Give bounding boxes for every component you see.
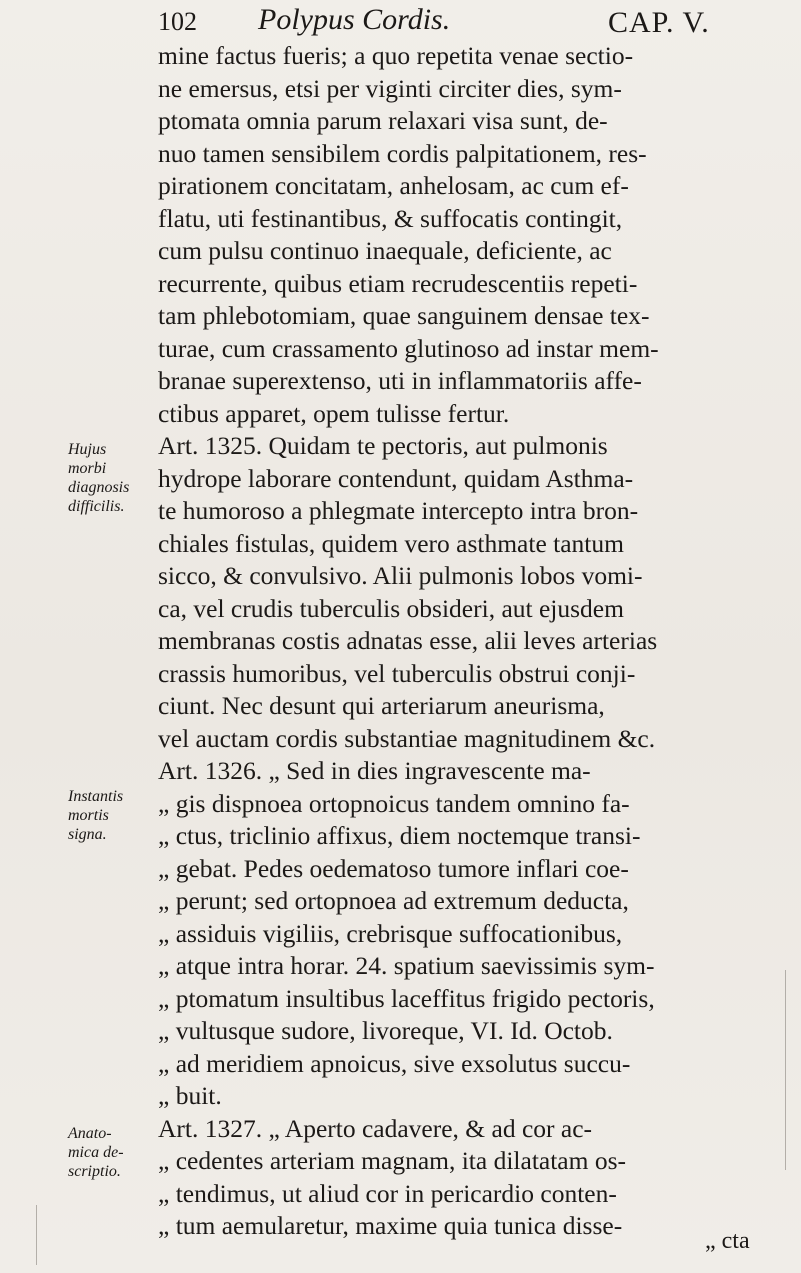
- margin-note-line: signa.: [68, 826, 107, 843]
- page-header: [158, 3, 798, 45]
- text-line: tam phlebotomiam, quae sanguinem densae tex-: [158, 301, 650, 330]
- text-line: sicco, & convulsivo. Alii pulmonis lobos vomi-: [158, 561, 643, 590]
- text-line: branae superextenso, uti in inflammatoriis affe-: [158, 366, 642, 395]
- text-line: cum pulsu continuo inaequale, deficiente, ac: [158, 236, 612, 265]
- chapter-label: CAP. V.: [608, 6, 710, 39]
- text-line: mine factus fueris; a quo repetita venae sectio-: [158, 41, 634, 70]
- text-line: crassis humoribus, vel tuberculis obstrui conji-: [158, 658, 636, 688]
- main-text: [158, 40, 778, 1243]
- page-edge-mark: [36, 1205, 37, 1265]
- text-line: „ vultusque sudore, livoreque, VI. Id. Octob.: [158, 1016, 613, 1045]
- text-line: „ perunt; sed ortopnoea ad extremum deducta,: [158, 886, 629, 915]
- text-line: „ tendimus, ut aliud cor in pericardio conten-: [158, 1178, 617, 1208]
- margin-note-line: Instantis: [68, 788, 124, 805]
- page-edge-mark: [785, 970, 786, 1170]
- text-line: „ buit.: [158, 1081, 222, 1110]
- text-line: nuo tamen sensibilem cordis palpitationem, res-: [158, 138, 647, 168]
- text-line: ctibus apparet, opem tulisse fertur.: [158, 398, 510, 428]
- text-line: „ gebat. Pedes oedematoso tumore inflari coe-: [158, 853, 629, 883]
- text-line: „ cedentes arteriam magnam, ita dilatatam os-: [158, 1146, 627, 1175]
- margin-note-line: scriptio.: [68, 1163, 121, 1180]
- text-line: „ tum aemularetur, maxime quia tunica disse-: [158, 1211, 623, 1240]
- text-line: Art. 1327. „ Aperto cadavere, & ad cor ac-: [158, 1113, 593, 1143]
- text-line: Art. 1326. „ Sed in dies ingravescente ma-: [158, 756, 591, 785]
- text-line: flatu, uti festinantibus, & suffocatis contingit,: [158, 203, 623, 233]
- text-line: „ ptomatum insultibus laceffitus frigido pectoris,: [158, 983, 655, 1013]
- text-line: „ atque intra horar. 24. spatium saevissimis sym-: [158, 951, 655, 980]
- margin-note-line: difficilis.: [68, 498, 125, 515]
- text-line: „ gis dispnoea ortopnoicus tandem omnino fa-: [158, 788, 630, 818]
- text-line: ne emersus, etsi per viginti circiter dies, sym-: [158, 73, 622, 103]
- text-line: ciunt. Nec desunt qui arteriarum aneurisma,: [158, 691, 605, 720]
- text-line: te humoroso a phlegmate intercepto intra bron-: [158, 496, 639, 525]
- text-line: ptomata omnia parum relaxari visa sunt, de-: [158, 106, 608, 135]
- text-line: Art. 1325. Quidam te pectoris, aut pulmonis: [158, 431, 608, 460]
- margin-note-line: Anato-: [68, 1125, 112, 1142]
- text-line: pirationem concitatam, anhelosam, ac cum ef-: [158, 171, 629, 200]
- margin-note-line: Hujus: [68, 441, 107, 458]
- catchword: „ cta: [705, 1228, 750, 1254]
- text-line: hydrope laborare contendunt, quidam Asthma-: [158, 463, 634, 493]
- text-line: „ ctus, triclinio affixus, diem noctemque transi-: [158, 821, 641, 850]
- margin-note-signs: [68, 787, 148, 844]
- page-number: 102: [158, 7, 197, 36]
- text-line: vel auctam cordis substantiae magnitudinem &c.: [158, 723, 656, 753]
- text-line: „ ad meridiem apnoicus, sive exsolutus succu-: [158, 1048, 631, 1078]
- margin-note-line: morbi: [68, 460, 107, 477]
- margin-note-diagnosis: [68, 440, 148, 516]
- text-line: membranas costis adnatas esse, alii leves arterias: [158, 626, 658, 655]
- text-line: „ assiduis vigiliis, crebrisque suffocationibus,: [158, 918, 623, 948]
- text-line: ca, vel crudis tuberculis obsideri, aut ejusdem: [158, 593, 624, 623]
- text-line: recurrente, quibus etiam recrudescentiis repeti-: [158, 268, 638, 298]
- margin-note-line: diagnosis: [68, 479, 130, 496]
- margin-note-line: mica de-: [68, 1144, 124, 1161]
- text-line: chiales fistulas, quidem vero asthmate tantum: [158, 528, 624, 558]
- margin-note-line: mortis: [68, 807, 109, 824]
- margin-note-anatomy: [68, 1124, 148, 1181]
- running-head: Polypus Cordis.: [258, 3, 451, 36]
- text-line: turae, cum crassamento glutinoso ad instar mem-: [158, 333, 659, 363]
